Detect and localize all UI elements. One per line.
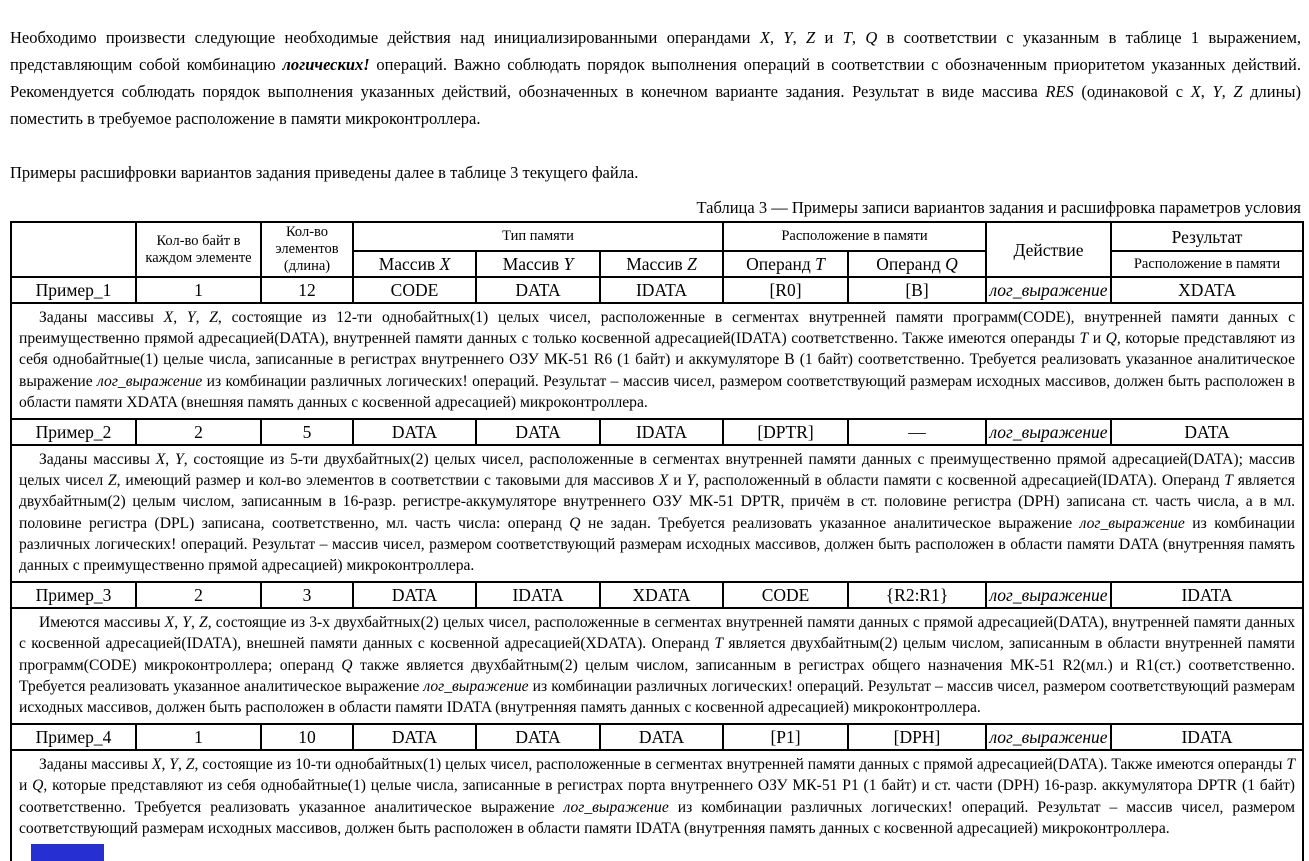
cell-array-y: IDATA — [476, 582, 600, 608]
description-row-example-1 — [11, 303, 1303, 419]
cell-result: XDATA — [1111, 277, 1303, 303]
cell-array-z: IDATA — [600, 277, 723, 303]
cell-action: лог_выражение — [986, 277, 1111, 303]
table-row-example-1 — [11, 277, 1303, 303]
header-result-location: Расположение в памяти — [1111, 251, 1303, 277]
example-description: Заданы массивы X, Y, Z, состоящие из 12-ти однобайтных(1) целых чисел, расположенные в сегментах внутренней памяти программ(CODE), внутренней памяти данных с преимущественно прямой адресацией(DATA), внутренней памяти данных с только косвенной адресацией(IDATA) соответственно. Также имеются операнды T и Q, которые представляют из себя однобайтные(1) целые числа, записанные в регистрах внутреннего ОЗУ МК-51 R6 (1 байт) и аккумуляторе B (1 байт) соответственно. Требуется реализовать указанное аналитическое выражение лог_выражение из комбинации различных логических! операций. Результат – массив чисел, размером соответствующий размерам исходных массивов, должен быть расположен в области памяти XDATA (внешняя память данных с косвенной адресацией) микроконтроллера. — [11, 303, 1303, 419]
cell-length: 5 — [261, 419, 353, 445]
example-description: Заданы массивы X, Y, Z, состоящие из 10-ти однобайтных(1) целых чисел, расположенные в сегментах внутренней памяти данных с прямой адресацией(DATA). Также имеются операнды T и Q, которые представляют из себя однобайтные(1) целые числа, записанные в регистрах порта внутреннего ОЗУ МК-51 P1 (1 байт) и ст. части (DPH) 16-разр. аккумулятора DPTR (1 байт) соответственно. Требуется реализовать указанное аналитическое выражение лог_выражение из комбинации различных логических! операций. Результат – массив чисел, размером соответствующий размерам исходных массивов, должен быть расположен в области памяти IDATA (внутренняя память данных с косвенной адресацией) микроконтроллера. — [11, 750, 1303, 861]
cell-operand-q: — — [848, 419, 986, 445]
cell-array-x: DATA — [353, 582, 476, 608]
cell-operand-t: CODE — [723, 582, 848, 608]
header-memory-type-group: Тип памяти — [353, 222, 723, 251]
table-caption: Таблица 3 — Примеры записи вариантов задания и расшифровка параметров условия — [696, 198, 1301, 217]
header-example-blank — [11, 222, 136, 277]
header-array-x: Массив X — [353, 251, 476, 277]
header-array-y: Массив Y — [476, 251, 600, 277]
description-row-example-2 — [11, 445, 1303, 582]
cell-array-y: DATA — [476, 277, 600, 303]
cell-operand-q: [DPH] — [848, 724, 986, 750]
cell-bytes: 1 — [136, 277, 261, 303]
examples-note: Примеры расшифровки вариантов задания приведены далее в таблице 3 текущего файла. — [10, 163, 639, 182]
header-bytes-per-element: Кол-во байт в каждом элементе — [136, 222, 261, 277]
description-row-example-4 — [11, 750, 1303, 861]
cell-array-y: DATA — [476, 419, 600, 445]
cell-result: IDATA — [1111, 724, 1303, 750]
cell-length: 3 — [261, 582, 353, 608]
cell-length: 12 — [261, 277, 353, 303]
header-action: Действие — [986, 222, 1111, 277]
cell-operand-t: [DPTR] — [723, 419, 848, 445]
cell-bytes: 1 — [136, 724, 261, 750]
cell-example-name: Пример_3 — [11, 582, 136, 608]
cell-action: лог_выражение — [986, 582, 1111, 608]
cell-array-x: DATA — [353, 724, 476, 750]
cell-bytes: 2 — [136, 582, 261, 608]
cell-action: лог_выражение — [986, 724, 1111, 750]
example-description: Заданы массивы X, Y, состоящие из 5-ти двухбайтных(2) целых чисел, расположенные в сегментах внутренней памяти данных с преимущественно прямой адресацией(DATA); массив целых чисел Z, имеющий размер и кол-во элементов в соответствии с таковыми для массивов X и Y, расположенный в области памяти с косвенной адресацией(IDATA). Операнд T является двухбайтным(2) целым числом, записанным в 16-разр. регистре-аккумуляторе внутреннего ОЗУ МК-51 DPTR, причём в ст. половине регистра (DPH) записана ст. часть числа, а в мл. половине регистра (DPL) записана, соответственно, мл. часть числа: операнд Q не задан. Требуется реализовать указанное аналитическое выражение лог_выражение из комбинации различных логических! операций. Результат – массив чисел, размером соответствующий размерам исходных массивов, должен быть расположен в области памяти DATA (внутренняя память данных с преимущественно прямой адресацией) микроконтроллера. — [11, 445, 1303, 582]
intro-paragraph: Необходимо произвести следующие необходимые действия над инициализированными операндами X, Y, Z и T, Q в соответствии с указанным в таблице 1 выражением, представляющим собой комбинацию логических! операций. Важно соблюдать порядок выполнения операций в соответствии с обозначенным приоритетом указанных действий. Рекомендуется соблюдать порядок выполнения указанных действий, обозначенных в конечном варианте задания. Результат в виде массива RES (одинаковой с X, Y, Z длины) поместить в требуемое расположение в памяти микроконтроллера. — [10, 28, 1302, 128]
cell-length: 10 — [261, 724, 353, 750]
cell-array-z: DATA — [600, 724, 723, 750]
cell-array-x: DATA — [353, 419, 476, 445]
cell-action: лог_выражение — [986, 419, 1111, 445]
cell-array-x: CODE — [353, 277, 476, 303]
description-row-example-3 — [11, 608, 1303, 724]
cell-example-name: Пример_2 — [11, 419, 136, 445]
cell-bytes: 2 — [136, 419, 261, 445]
cell-example-name: Пример_4 — [11, 724, 136, 750]
cell-result: DATA — [1111, 419, 1303, 445]
example-description: Имеются массивы X, Y, Z, состоящие из 3-х двухбайтных(2) целых чисел, расположенные в сегментах внутренней памяти данных с прямой адресацией(DATA), внутренней памяти данных с косвенной адресацией(IDATA), внешней памяти данных с косвенной адресацией(XDATA). Операнд T является двухбайтным(2) целым числом, записанным в области внутренней памяти программ(CODE) микроконтроллера; операнд Q также является двухбайтным(2) целым числом, записанным в регистрах общего назначения МК-51 R2(мл.) и R1(ст.) соответственно. Требуется реализовать указанное аналитическое выражение лог_выражение из комбинации различных логических! операций. Результат – массив чисел, размером соответствующий размерам исходных массивов, должен быть расположен в области памяти IDATA (внутренняя память данных с косвенной адресацией) микроконтроллера. — [11, 608, 1303, 724]
header-memory-location-group: Расположение в памяти — [723, 222, 986, 251]
cell-operand-q: {R2:R1} — [848, 582, 986, 608]
partial-next-row-highlight — [31, 844, 104, 861]
cell-operand-q: [B] — [848, 277, 986, 303]
cell-result: IDATA — [1111, 582, 1303, 608]
examples-table — [10, 221, 1304, 861]
cell-array-z: XDATA — [600, 582, 723, 608]
cell-operand-t: [P1] — [723, 724, 848, 750]
cell-example-name: Пример_1 — [11, 277, 136, 303]
header-num-elements: Кол-во элементов (длина) — [261, 222, 353, 277]
table-row-example-2 — [11, 419, 1303, 445]
header-operand-q: Операнд Q — [848, 251, 986, 277]
header-operand-t: Операнд T — [723, 251, 848, 277]
table-row-example-3 — [11, 582, 1303, 608]
cell-array-z: IDATA — [600, 419, 723, 445]
cell-array-y: DATA — [476, 724, 600, 750]
header-array-z: Массив Z — [600, 251, 723, 277]
cell-operand-t: [R0] — [723, 277, 848, 303]
table-row-example-4 — [11, 724, 1303, 750]
header-result-group: Результат — [1111, 222, 1303, 251]
